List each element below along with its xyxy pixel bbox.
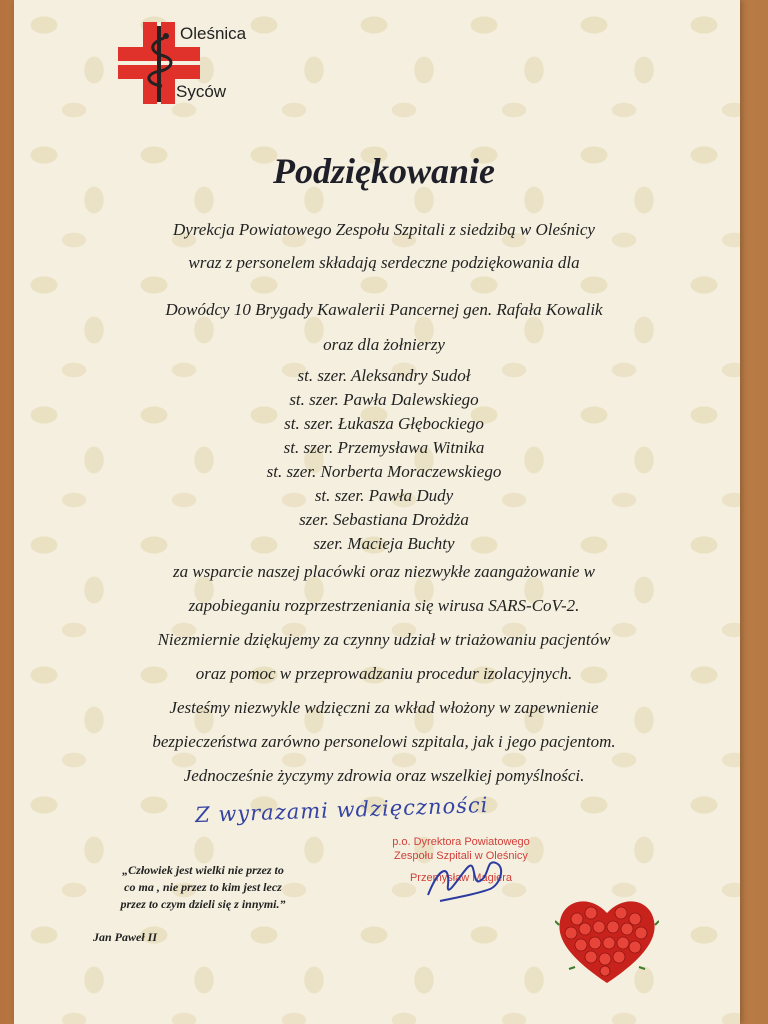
soldier-name: st. szer. Norberta Moraczewskiego xyxy=(266,462,502,481)
recipient-line: Dowódcy 10 Brygady Kawalerii Pancernej gen. Rafała Kowalik xyxy=(165,300,603,319)
soldier-name: szer. Macieja Buchty xyxy=(313,534,455,553)
intro-line-2: wraz z personelem składają serdeczne podziękowania dla xyxy=(188,253,580,272)
quote-line: przez to czym dzieli się z innymi.” xyxy=(120,897,286,911)
soldier-name: st. szer. Przemysława Witnika xyxy=(283,438,485,457)
director-title-line-1: p.o. Dyrektora Powiatowego xyxy=(392,836,530,848)
soldier-name: szer. Sebastiana Drożdża xyxy=(299,510,469,529)
body-line-4: oraz pomoc w przeprowadzaniu procedur izolacyjnych. xyxy=(195,664,573,683)
body-line-2: zapobieganiu rozprzestrzeniania się wirusa SARS-CoV-2. xyxy=(188,596,580,615)
signature-scribble-icon xyxy=(420,845,530,915)
soldier-name: st. szer. Pawła Dudy xyxy=(314,486,454,505)
logo-text-olesnica: Oleśnica xyxy=(180,24,247,43)
body-line-5: Jesteśmy niezwykle wdzięczni za wkład włożony w zapewnienie xyxy=(169,698,599,717)
soldier-name: st. szer. Łukasza Głębockiego xyxy=(284,414,484,433)
soldier-name: st. szer. Pawła Dalewskiego xyxy=(289,390,479,409)
logo-text-sycow: Syców xyxy=(176,82,227,101)
rose-heart-icon xyxy=(555,895,659,987)
body-line-7: Jednocześnie życzymy zdrowia oraz wszelkiej pomyślności. xyxy=(183,766,585,785)
quote-line: co ma , nie przez to kim jest lecz xyxy=(124,880,282,894)
hospital-logo xyxy=(116,18,286,108)
handwritten-note: Z wyrazami wdzięczności xyxy=(194,792,489,828)
quote-line: „Człowiek jest wielki nie przez to xyxy=(122,863,284,877)
body-line-1: za wsparcie naszej placówki oraz niezwykłe zaangażowanie w xyxy=(173,562,595,581)
intro-line-1: Dyrekcja Powiatowego Zespołu Szpitali z siedzibą w Oleśnicy xyxy=(173,220,595,239)
director-title-line-2: Zespołu Szpitali w Oleśnicy xyxy=(394,850,528,862)
quote-author: Jan Paweł II xyxy=(93,930,158,944)
body-line-3: Niezmiernie dziękujemy za czynny udział w triażowaniu pacjentów xyxy=(157,630,611,649)
document-title: Podziękowanie xyxy=(273,151,495,191)
quote-text xyxy=(98,862,308,913)
body-line-6: bezpieczeństwa zarówno personelowi szpitala, jak i jego pacjentom. xyxy=(152,732,616,751)
soldier-name: st. szer. Aleksandry Sudoł xyxy=(297,366,471,385)
soldiers-intro: oraz dla żołnierzy xyxy=(323,335,445,354)
director-name: Przemysław Magiera xyxy=(409,872,513,884)
